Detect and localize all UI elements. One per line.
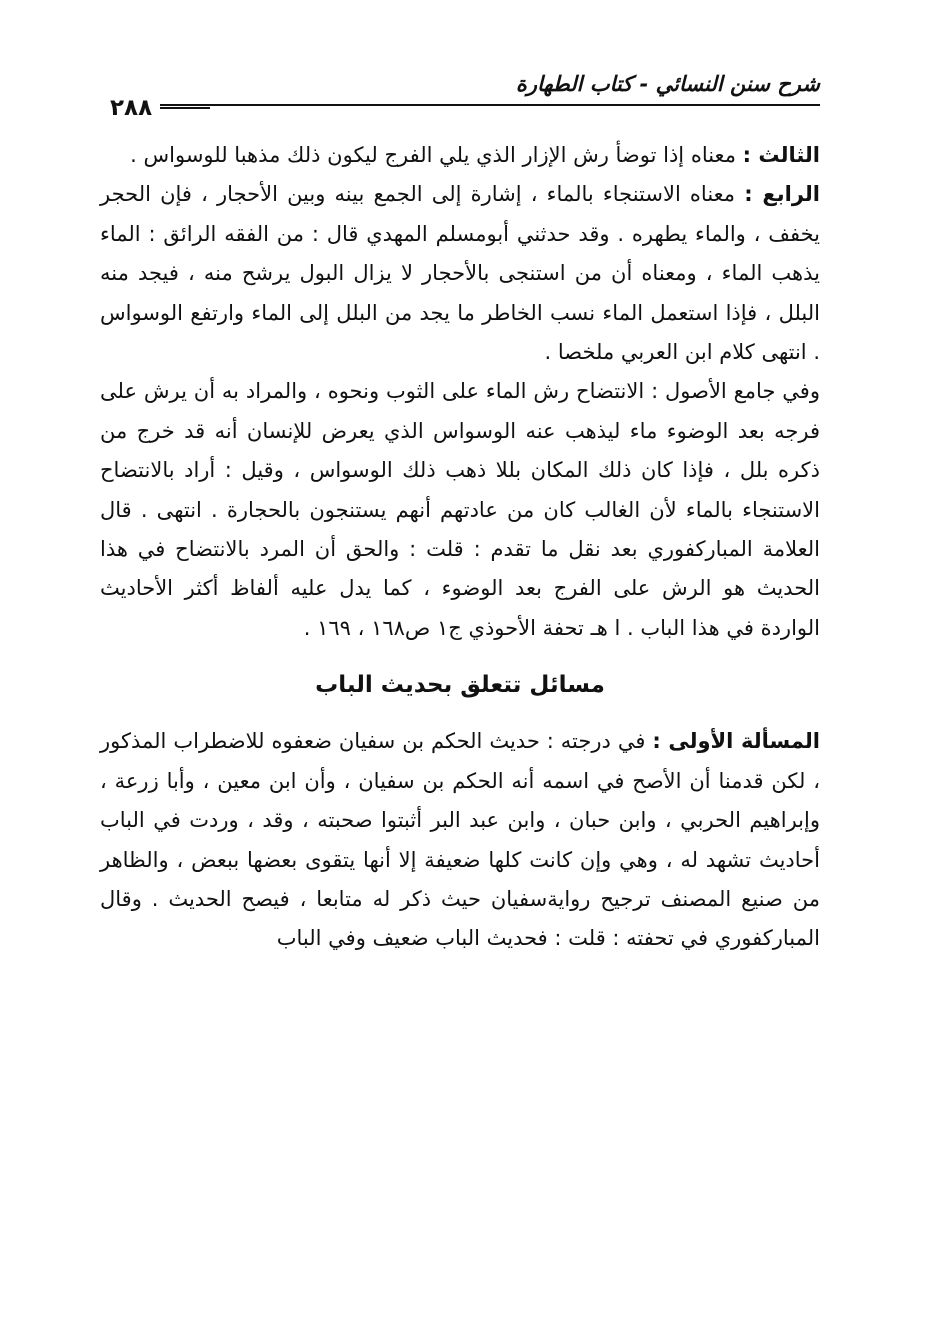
section-title: مسائل تتعلق بحديث الباب (315, 672, 605, 699)
paragraph-text: معناه إذا توضأ رش الإزار الذي يلي الفرج ليكون ذلك مذهبا للوسواس . (130, 143, 736, 167)
page-number-rule (160, 107, 210, 109)
paragraph-lead: المسألة الأولى : (652, 729, 820, 754)
paragraph-third (100, 136, 820, 175)
paragraph-lead: الثالث : (742, 143, 820, 167)
paragraph-fourth (100, 175, 820, 372)
paragraph-lead: الرابع : (744, 182, 820, 207)
paragraph-text: وفي جامع الأصول : الانتضاح رش الماء على الثوب ونحوه ، والمراد به أن يرش على فرجه بعد الوضوء ماء ليذهب عنه الوسواس الذي يعرض للإنسان أنه قد خرج من ذكره بلل ، فإذا كان ذلك المكان بللا ذهب ذلك الوسواس ، وقيل : أراد بالانتضاح الاستنجاء بالماء لأن الغالب كان من عادتهم أنهم يستنجون بالحجارة . انتهى . قال العلامة المباركفوري بعد نقل ما تقدم : قلت : والحق أن المرد بالانتضاح في هذا الحديث هو الرش على الفرج بعد الوضوء ، كما يدل عليه ألفاظ أكثر الأحاديث الواردة في هذا الباب . ا هـ تحفة الأحوذي ج١ ص١٦٨ ، ١٦٩ . (100, 379, 820, 640)
running-title: شرح سنن النسائي - كتاب الطهارة (515, 72, 820, 96)
page-number-block (100, 93, 210, 123)
paragraph-text: في درجته : حديث الحكم بن سفيان ضعفوه للاضطراب المذكور ، لكن قدمنا أن الأصح في اسمه أنه الحكم بن سفيان ، وأن ابن معين ، وأبا زرعة ، وإبراهيم الحربي ، وابن حبان ، وابن عبد البر أثبتوا صحبته ، وقد ، وردت في الباب أحاديث تشهد له ، وهي وإن كانت كلها ضعيفة إلا أنها يتقوى بعضها ببعض ، والظاهر من صنيع المصنف ترجيح روايةسفيان حيث ذكر له متابعا ، فيصح الحديث . وقال المباركفوري في تحفته : قلت : فحديث الباب ضعيف وفي الباب (100, 729, 820, 951)
paragraph-first-issue (100, 722, 820, 958)
page-number: ٢٨٨ (100, 95, 160, 121)
paragraph-text: معناه الاستنجاء بالماء ، إشارة إلى الجمع بينه وبين الأحجار ، فإن الحجر يخفف ، والماء يطهره . وقد حدثني أبومسلم المهدي قال : من الفقه الرائق : الماء يذهب الماء ، ومعناه أن من استنجى بالأحجار لا يزال البول يرشح منه ، فيجد منه البلل ، فإذا استعمل الماء نسب الخاطر ما يجد من البلل إلى الماء وارتفع الوسواس . انتهى كلام ابن العربي ملخصا . (100, 182, 820, 365)
paragraph-jami-al-usul (100, 372, 820, 648)
body-text (100, 136, 820, 959)
